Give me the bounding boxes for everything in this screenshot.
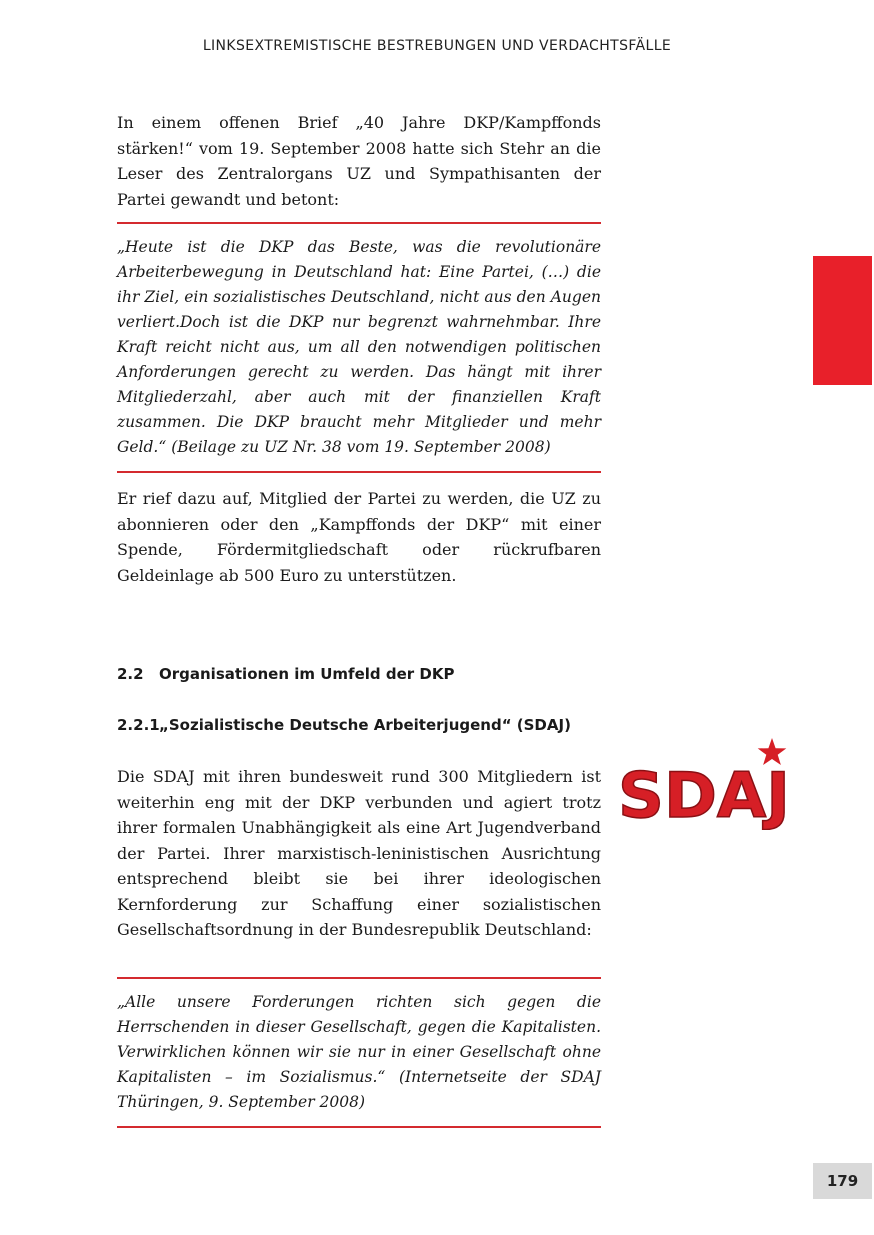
subsection-number: 2.2.1: [117, 716, 160, 734]
quote-box-sdaj: [117, 977, 601, 1128]
intro-paragraph-block: [117, 110, 601, 212]
section-heading-2-2: [117, 665, 454, 683]
section-title: Organisationen im Umfeld der DKP: [159, 665, 455, 683]
quote-box-dkp: [117, 222, 601, 473]
appeal-paragraph-block: [117, 486, 601, 588]
sdaj-logo-text: SDAJ: [618, 759, 790, 830]
appeal-paragraph: Er rief dazu auf, Mitglied der Partei zu werden, die UZ zu abonnieren oder den „Kampffonds der DKP“ mit einer Spende, Fördermitgliedschaft oder rückrufbaren Geldeinlage ab 500 Euro zu unterstützen.: [117, 489, 601, 585]
quote-text-sdaj: „Alle unsere Forderungen richten sich gegen die Herrschenden in dieser Gesellschaft, gegen die Kapitalisten. Verwirklichen können wir sie nur in einer Gesellschaft ohne Kapitalisten – im Sozialismus.“ (Internetseite der SDAJ Thüringen, 9. September 2008): [117, 993, 601, 1111]
subsection-title: „Sozialistische Deutsche Arbeiterjugend“ (SDAJ): [159, 716, 571, 734]
section-number: 2.2: [117, 665, 144, 683]
page-number-box: [813, 1163, 872, 1199]
chapter-tab-marker: [813, 256, 872, 385]
running-header: LINKSEXTREMISTISCHE BESTREBUNGEN UND VERDACHTSFÄLLE: [202, 38, 672, 54]
sdaj-logo: [612, 735, 797, 830]
intro-paragraph: In einem offenen Brief „40 Jahre DKP/Kampffonds stärken!“ vom 19. September 2008 hatte sich Stehr an die Leser des Zentralorgans UZ und Sympathisanten der Partei gewandt und betont:: [117, 113, 601, 209]
subsection-heading-2-2-1: [117, 716, 571, 734]
page-number: 179: [826, 1172, 859, 1190]
quote-text-dkp: „Heute ist die DKP das Beste, was die revolutionäre Arbeiterbewegung in Deutschland hat: Eine Partei, (…) die ihr Ziel, ein sozialistisches Deutschland, nicht aus den Augen verliert.Doch ist die DKP nur begrenzt wahrnehmbar. Ihre Kraft reicht nicht aus, um all den notwendigen politischen Anforderungen gerecht zu werden. Das hängt mit ihrer Mitgliederzahl, aber auch mit der finanziellen Kraft zusammen. Die DKP braucht mehr Mitglieder und mehr Geld.“ (Beilage zu UZ Nr. 38 vom 19. September 2008): [117, 238, 601, 456]
sdaj-paragraph: Die SDAJ mit ihren bundesweit rund 300 Mitgliedern ist weiterhin eng mit der DKP verbunden und agiert trotz ihrer formalen Unabhängigkeit als eine Art Jugendverband der Partei. Ihrer marxistisch-leninistischen Ausrichtung entsprechend bleibt sie bei ihrer ideologischen Kernforderung zur Schaffung einer sozialistischen Gesellschaftsordnung in der Bundesrepublik Deutschland:: [117, 767, 601, 939]
sdaj-paragraph-block: [117, 764, 601, 943]
